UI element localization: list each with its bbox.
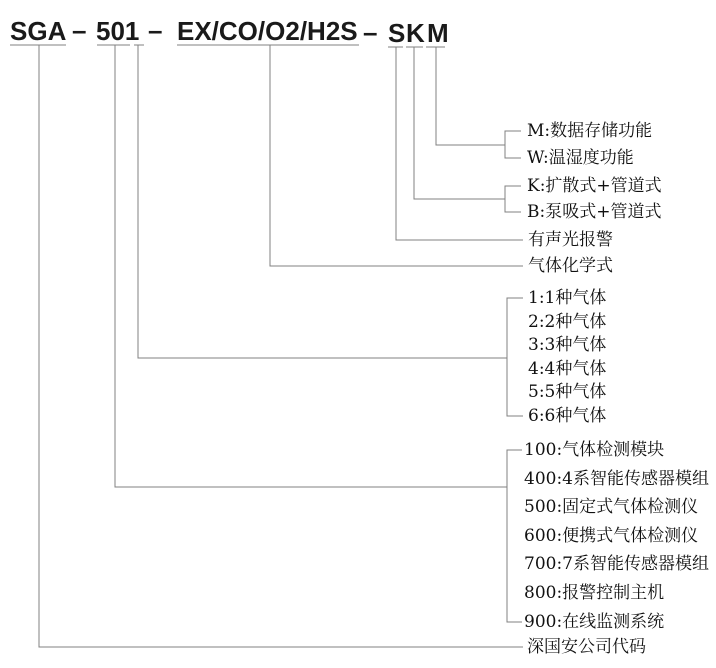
label-audible-visual-alarm: 有声光报警 [528,230,613,250]
label-series-500: 500:固定式气体检测仪 [524,497,699,517]
code-dash-1: – [72,15,87,45]
code-dash-3: – [363,17,378,47]
label-gas-count-6: 6:6种气体 [528,406,607,426]
label-m-data-storage: M:数据存储功能 [527,121,653,141]
code-dash-2: – [148,15,163,45]
label-series-600: 600:便携式气体检测仪 [524,526,699,546]
code-option-k: K [406,18,425,48]
label-gas-count-4: 4:4种气体 [528,359,607,379]
label-k-diffusion: K:扩散式+管道式 [527,176,662,196]
label-b-pump: B:泵吸式+管道式 [527,202,662,222]
label-gas-count-5: 5:5种气体 [528,382,607,402]
label-company-code: 深国安公司代码 [527,637,646,657]
label-series-100: 100:气体检测模块 [524,440,665,460]
label-gas-count-1: 1:1种气体 [528,288,607,308]
label-series-900: 900:在线监测系统 [524,612,665,632]
label-series-800: 800:报警控制主机 [524,583,665,603]
code-company: SGA [10,16,67,46]
code-option-s: S [388,18,406,48]
label-series-700: 700:7系智能传感器模组 [524,554,709,574]
code-series-number: 501 [96,16,140,46]
code-gas-formula: EX/CO/O2/H2S [177,16,358,46]
label-gas-count-2: 2:2种气体 [528,312,607,332]
label-gas-count-3: 3:3种气体 [528,335,607,355]
code-option-m: M [427,18,449,48]
label-gas-chemical-formula: 气体化学式 [528,256,613,276]
label-w-temp-humidity: W:温湿度功能 [527,148,634,168]
label-series-400: 400:4系智能传感器模组 [524,469,709,489]
